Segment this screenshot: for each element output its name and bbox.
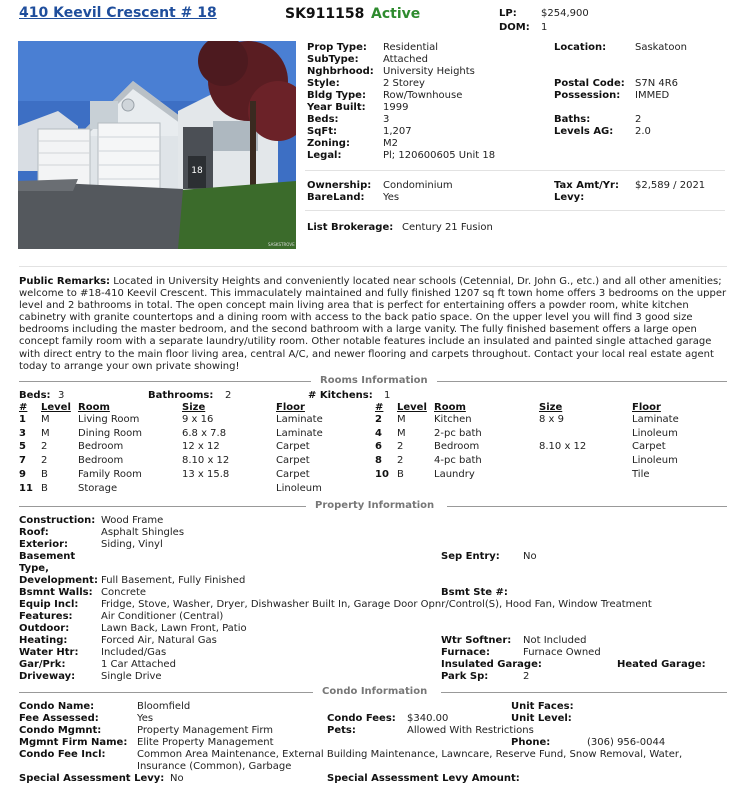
fee-incl-label: Condo Fee Incl: xyxy=(19,749,106,760)
equip-value: Fridge, Stove, Washer, Dryer, Dishwasher Built In, Garage Door Opnr/Control(S), Hood Fan, Window Treatment xyxy=(101,599,652,610)
driveway-label: Driveway: xyxy=(19,671,76,682)
features-value: Air Conditioner (Central) xyxy=(101,611,224,622)
rooms-header-floor-right: Floor xyxy=(632,402,661,413)
zoning-label: Zoning: xyxy=(307,138,350,149)
fee-assessed-label: Fee Assessed: xyxy=(19,713,99,724)
rooms-header-num: # xyxy=(19,402,28,413)
roof-value: Asphalt Shingles xyxy=(101,527,185,538)
room-size: 13 x 15.8 xyxy=(182,469,230,480)
bsmnt-walls-value: Concrete xyxy=(101,587,147,598)
remarks-label: Public Remarks: xyxy=(19,276,111,287)
room-name: 4-pc bath xyxy=(434,455,482,466)
room-num: 7 xyxy=(19,455,26,466)
room-level: 2 xyxy=(397,441,404,452)
room-name: Dining Room xyxy=(78,428,142,439)
phone-label: Phone: xyxy=(511,737,551,748)
room-level: 2 xyxy=(397,455,404,466)
room-floor: Carpet xyxy=(276,441,310,452)
driveway-value: Single Drive xyxy=(101,671,162,682)
room-level: B xyxy=(41,483,48,494)
room-num: 5 xyxy=(19,441,26,452)
postal-code-label: Postal Code: xyxy=(554,78,625,89)
dom-value: 1 xyxy=(541,22,548,33)
beds-label: Beds: xyxy=(307,114,339,125)
room-level: M xyxy=(41,428,50,439)
beds-value: 3 xyxy=(383,114,390,125)
room-num: 6 xyxy=(375,441,382,452)
zoning-value: M2 xyxy=(383,138,398,149)
property-photo[interactable] xyxy=(18,41,296,249)
room-size: 8 x 9 xyxy=(539,414,564,425)
baths-value: 2 xyxy=(635,114,642,125)
room-size: 9 x 16 xyxy=(182,414,214,425)
sqft-value: 1,207 xyxy=(383,126,412,137)
style-value: 2 Storey xyxy=(383,78,425,89)
construction-value: Wood Frame xyxy=(101,515,164,526)
lp-value: $254,900 xyxy=(541,8,589,19)
dom-label: DOM: xyxy=(499,22,530,33)
sep-entry-label: Sep Entry: xyxy=(441,551,500,562)
rooms-bathrooms-value: 2 xyxy=(225,390,232,401)
bareland-label: BareLand: xyxy=(307,192,365,203)
property-section-title: Property Information xyxy=(315,500,435,511)
phone-value: (306) 956-0044 xyxy=(587,737,666,748)
condo-fees-value: $340.00 xyxy=(407,713,449,724)
remarks-text: Located in University Heights and conveniently located near schools (Cetennial, Dr. John G., etc.) and all other amenities; welcome to #18-410 Keevil Crescent. This immaculately maintained and fully finished 1207 sq ft town home offers 3 bedrooms on the upper level and 2 bathrooms in total. The open concept main living area that is perfect for entertaining offers a powder room, white kitchen cabinetry with granite countertops and a dining room with access to the back patio space. On the upper level you will find 3 good size bedrooms including the master bedroom, and the second bathroom with a large vanity. The fully finished basement offers a large open concept family room with a separate laundry/utility room. Other notable features include an insulated and painted single attached garage with direct entry to the main floor living area, central A/C, and newer flooring and carpets throughout. Contact your local real estate agent today to arrange your own private showing! xyxy=(19,276,727,372)
photo-watermark: SASKSTROVE xyxy=(268,242,295,247)
heating-label: Heating: xyxy=(19,635,68,646)
rooms-beds-label: Beds: xyxy=(19,390,51,401)
outdoor-value: Lawn Back, Lawn Front, Patio xyxy=(101,623,247,634)
prop-type-value: Residential xyxy=(383,42,439,53)
gar-prk-value: 1 Car Attached xyxy=(101,659,176,670)
subtype-value: Attached xyxy=(383,54,428,65)
furnace-label: Furnace: xyxy=(441,647,490,658)
lp-label: LP: xyxy=(499,8,517,19)
levy-label: Levy: xyxy=(554,192,585,203)
neighbourhood-value: University Heights xyxy=(383,66,475,77)
room-floor: Carpet xyxy=(632,441,666,452)
room-level: B xyxy=(41,469,48,480)
mgmt-firm-label: Mgmnt Firm Name: xyxy=(19,737,128,748)
room-floor: Linoleum xyxy=(276,483,322,494)
possession-value: IMMED xyxy=(635,90,670,101)
location-label: Location: xyxy=(554,42,607,53)
special-levy-label: Special Assessment Levy: xyxy=(19,773,165,784)
rooms-kitchens-label: # Kitchens: xyxy=(308,390,373,401)
tax-value: $2,589 / 2021 xyxy=(635,180,706,191)
basement-type-label-2: Type, xyxy=(19,563,49,574)
room-floor: Linoleum xyxy=(632,428,678,439)
rooms-header-room: Room xyxy=(78,402,110,413)
brokerage-value: Century 21 Fusion xyxy=(402,222,493,233)
heated-garage-label: Heated Garage: xyxy=(617,659,706,670)
rooms-header-floor: Floor xyxy=(276,402,305,413)
fee-assessed-value: Yes xyxy=(137,713,154,724)
condo-section-title: Condo Information xyxy=(322,686,428,697)
room-name: Living Room xyxy=(78,414,140,425)
wtr-softner-value: Not Included xyxy=(523,635,587,646)
room-num: 11 xyxy=(19,483,33,494)
condo-mgmt-value: Property Management Firm xyxy=(137,725,274,736)
heating-value: Forced Air, Natural Gas xyxy=(101,635,217,646)
details-divider xyxy=(305,170,725,171)
rooms-kitchens-value: 1 xyxy=(384,390,391,401)
levels-ag-label: Levels AG: xyxy=(554,126,614,137)
year-built-value: 1999 xyxy=(383,102,409,113)
details-divider-2 xyxy=(305,210,725,211)
bldg-type-value: Row/Townhouse xyxy=(383,90,463,101)
room-level: B xyxy=(397,469,404,480)
svg-text:18: 18 xyxy=(191,166,203,176)
pets-value: Allowed With Restrictions xyxy=(407,725,534,736)
room-num: 1 xyxy=(19,414,26,425)
legal-value: Pl; 120600605 Unit 18 xyxy=(383,150,496,161)
room-name: Storage xyxy=(78,483,118,494)
mgmt-firm-value: Elite Property Management xyxy=(137,737,274,748)
room-floor: Linoleum xyxy=(632,455,678,466)
brokerage-label: List Brokerage: xyxy=(307,222,394,233)
sqft-label: SqFt: xyxy=(307,126,337,137)
condo-name-value: Bloomfield xyxy=(137,701,191,712)
condo-fees-label: Condo Fees: xyxy=(327,713,396,724)
room-size: 12 x 12 xyxy=(182,441,220,452)
rooms-bathrooms-label: Bathrooms: xyxy=(148,390,214,401)
rooms-section-title: Rooms Information xyxy=(320,375,428,386)
room-size: 6.8 x 7.8 xyxy=(182,428,227,439)
condo-mgmt-label: Condo Mgmnt: xyxy=(19,725,102,736)
room-level: M xyxy=(397,428,406,439)
rooms-header-size-right: Size xyxy=(539,402,563,413)
rooms-section-header xyxy=(19,375,727,387)
room-level: M xyxy=(41,414,50,425)
public-remarks xyxy=(19,276,733,373)
room-num: 9 xyxy=(19,469,26,480)
property-section-header xyxy=(19,500,727,512)
ownership-value: Condominium xyxy=(383,180,453,191)
exterior-value: Siding, Vinyl xyxy=(101,539,163,550)
rooms-header-level: Level xyxy=(41,402,71,413)
bsmnt-walls-label: Bsmnt Walls: xyxy=(19,587,93,598)
gar-prk-label: Gar/Prk: xyxy=(19,659,66,670)
room-name: 2-pc bath xyxy=(434,428,482,439)
unit-faces-label: Unit Faces: xyxy=(511,701,574,712)
rooms-header-size: Size xyxy=(182,402,206,413)
rooms-header-room-right: Room xyxy=(434,402,466,413)
insulated-garage-label: Insulated Garage: xyxy=(441,659,542,670)
construction-label: Construction: xyxy=(19,515,96,526)
rooms-beds-value: 3 xyxy=(58,390,65,401)
development-value: Full Basement, Fully Finished xyxy=(101,575,246,586)
condo-section-header xyxy=(19,686,727,698)
roof-label: Roof: xyxy=(19,527,49,538)
water-htr-label: Water Htr: xyxy=(19,647,79,658)
room-name: Bedroom xyxy=(78,455,124,466)
room-floor: Laminate xyxy=(276,428,323,439)
basement-type-label-1: Basement xyxy=(19,551,76,562)
special-levy-amount-label: Special Assessment Levy Amount: xyxy=(327,773,520,784)
sep-entry-value: No xyxy=(523,551,537,562)
wtr-softner-label: Wtr Softner: xyxy=(441,635,512,646)
room-num: 2 xyxy=(375,414,382,425)
park-sp-value: 2 xyxy=(523,671,530,682)
bareland-value: Yes xyxy=(383,192,400,203)
prop-type-label: Prop Type: xyxy=(307,42,367,53)
park-sp-label: Park Sp: xyxy=(441,671,489,682)
room-size: 8.10 x 12 xyxy=(539,441,587,452)
levels-ag-value: 2.0 xyxy=(635,126,651,137)
features-label: Features: xyxy=(19,611,73,622)
room-level: 2 xyxy=(41,455,48,466)
room-floor: Laminate xyxy=(276,414,323,425)
room-floor: Tile xyxy=(632,469,650,480)
location-value: Saskatoon xyxy=(635,42,687,53)
status-badge: Active xyxy=(371,6,421,22)
room-floor: Laminate xyxy=(632,414,679,425)
condo-name-label: Condo Name: xyxy=(19,701,95,712)
rooms-header-num-right: # xyxy=(375,402,384,413)
year-built-label: Year Built: xyxy=(307,102,366,113)
possession-label: Possession: xyxy=(554,90,621,101)
room-name: Bedroom xyxy=(434,441,480,452)
outdoor-label: Outdoor: xyxy=(19,623,70,634)
postal-code-value: S7N 4R6 xyxy=(635,78,679,89)
legal-label: Legal: xyxy=(307,150,342,161)
furnace-value: Furnace Owned xyxy=(523,647,601,658)
bldg-type-label: Bldg Type: xyxy=(307,90,366,101)
fee-incl-value-2: Insurance (Common), Garbage xyxy=(137,761,292,772)
exterior-label: Exterior: xyxy=(19,539,69,550)
ownership-label: Ownership: xyxy=(307,180,372,191)
room-floor: Carpet xyxy=(276,455,310,466)
bsmt-ste-label: Bsmt Ste #: xyxy=(441,587,508,598)
neighbourhood-label: Nghbrhood: xyxy=(307,66,374,77)
listing-address-link[interactable]: 410 Keevil Crescent # 18 xyxy=(19,5,217,21)
style-label: Style: xyxy=(307,78,340,89)
water-htr-value: Included/Gas xyxy=(101,647,167,658)
room-name: Laundry xyxy=(434,469,475,480)
development-label: Development: xyxy=(19,575,98,586)
special-levy-value: No xyxy=(170,773,184,784)
equip-label: Equip Incl: xyxy=(19,599,79,610)
room-level: M xyxy=(397,414,406,425)
mls-number: SK911158 xyxy=(285,6,365,22)
pets-label: Pets: xyxy=(327,725,356,736)
fee-incl-value-1: Common Area Maintenance, External Building Maintenance, Lawncare, Reserve Fund, Snow Removal, Water, xyxy=(137,749,683,760)
room-name: Kitchen xyxy=(434,414,472,425)
unit-level-label: Unit Level: xyxy=(511,713,572,724)
room-num: 3 xyxy=(19,428,26,439)
room-name: Bedroom xyxy=(78,441,124,452)
baths-label: Baths: xyxy=(554,114,591,125)
room-level: 2 xyxy=(41,441,48,452)
room-size: 8.10 x 12 xyxy=(182,455,230,466)
room-num: 8 xyxy=(375,455,382,466)
room-floor: Carpet xyxy=(276,469,310,480)
room-num: 10 xyxy=(375,469,389,480)
tax-label: Tax Amt/Yr: xyxy=(554,180,619,191)
subtype-label: SubType: xyxy=(307,54,359,65)
rooms-header-level-right: Level xyxy=(397,402,427,413)
remarks-divider xyxy=(19,266,727,267)
room-name: Family Room xyxy=(78,469,142,480)
room-num: 4 xyxy=(375,428,382,439)
